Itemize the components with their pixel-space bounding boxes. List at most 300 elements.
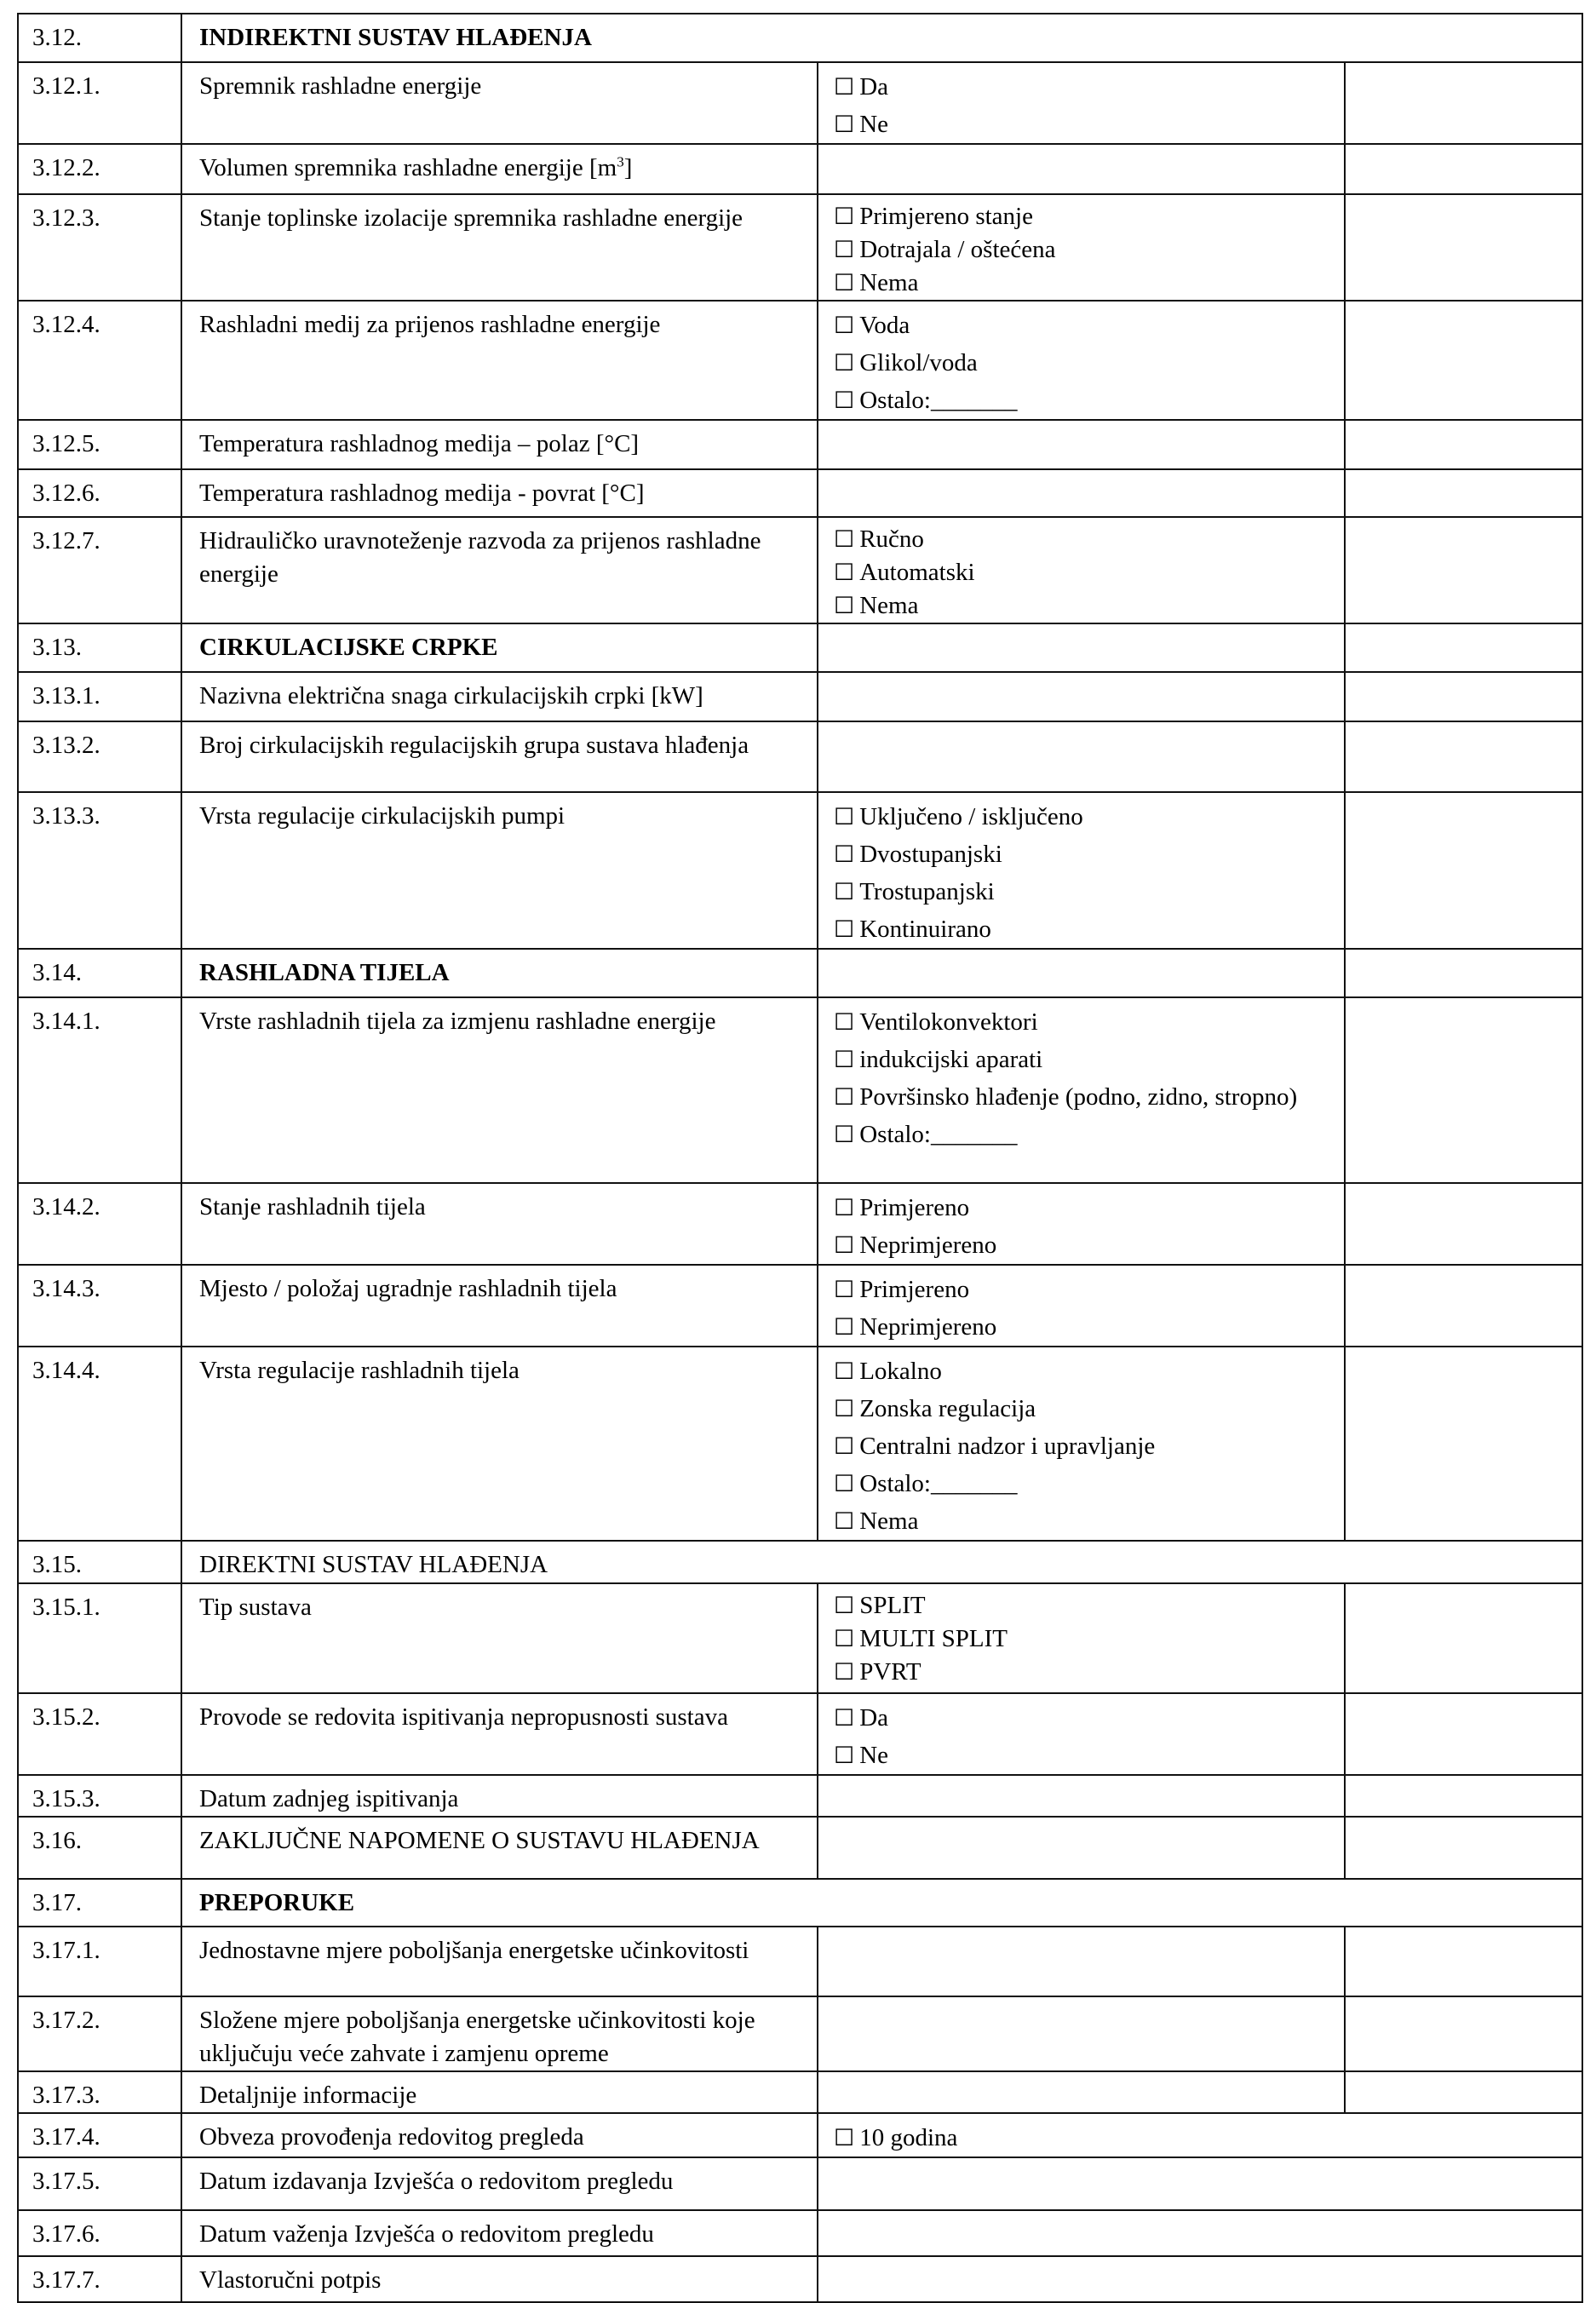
- option-label: Voda: [859, 312, 910, 339]
- notes-cell[interactable]: [1345, 62, 1582, 144]
- value-cell[interactable]: [818, 420, 1345, 469]
- section-heading: [181, 1541, 1582, 1583]
- form-row: [18, 469, 1582, 517]
- option-label: SPLIT: [859, 1592, 926, 1619]
- row-number: [18, 469, 181, 517]
- field-label: [181, 1996, 818, 2071]
- section-heading: [181, 949, 818, 997]
- option-label: Primjereno stanje: [859, 203, 1033, 230]
- row-number-text: 3.17.4.: [32, 2123, 100, 2151]
- label-text: INDIREKTNI SUSTAV HLAĐENJA: [199, 24, 592, 51]
- form-row: [18, 2071, 1582, 2113]
- checkbox-option[interactable]: [834, 1502, 1344, 1540]
- checkbox-icon[interactable]: ☐: [834, 1433, 855, 1459]
- checkbox-option[interactable]: [834, 556, 1344, 589]
- form-row: [18, 2157, 1582, 2210]
- notes-cell[interactable]: [1345, 721, 1582, 792]
- checkbox-option[interactable]: [834, 1189, 1344, 1226]
- row-number-text: 3.12.5.: [32, 430, 100, 457]
- value-cell[interactable]: [818, 1927, 1345, 1996]
- label-text: Temperatura rashladnog medija – polaz [°C]: [199, 430, 640, 457]
- value-cell[interactable]: [818, 1265, 1345, 1347]
- label-text: Stanje toplinske izolacije spremnika rashladne energije: [199, 204, 743, 232]
- option-label: MULTI SPLIT: [859, 1625, 1008, 1652]
- row-number: [18, 1541, 181, 1583]
- row-number: [18, 672, 181, 721]
- form-row: [18, 14, 1582, 62]
- row-number: [18, 301, 181, 420]
- row-number-text: 3.12.4.: [32, 311, 100, 338]
- row-number-text: 3.14.2.: [32, 1193, 100, 1220]
- row-number: [18, 62, 181, 144]
- notes-cell[interactable]: [1345, 1583, 1582, 1693]
- form-row: [18, 672, 1582, 721]
- row-number-text: 3.13.2.: [32, 732, 100, 759]
- checkbox-option[interactable]: [834, 1078, 1344, 1116]
- option-label: Lokalno: [859, 1358, 942, 1385]
- label-text: Datum zadnjeg ispitivanja: [199, 1785, 459, 1812]
- form-row: [18, 1879, 1582, 1927]
- checkbox-option[interactable]: [834, 382, 1344, 419]
- row-number: [18, 144, 181, 194]
- checkbox-icon[interactable]: ☐: [834, 1659, 855, 1685]
- label-text: Vrsta regulacije cirkulacijskih pumpi: [199, 802, 565, 830]
- field-label: [181, 1183, 818, 1265]
- option-label: Ostalo:_______: [859, 1121, 1018, 1148]
- row-number: [18, 517, 181, 623]
- option-label: Uključeno / isključeno: [859, 803, 1083, 830]
- form-row: [18, 1817, 1582, 1879]
- checkbox-option[interactable]: [834, 1622, 1344, 1656]
- row-number: [18, 2256, 181, 2302]
- option-label: Primjereno: [859, 1276, 970, 1303]
- checkbox-option[interactable]: [834, 836, 1344, 873]
- row-number: [18, 1183, 181, 1265]
- value-cell[interactable]: [818, 1693, 1345, 1775]
- field-label: [181, 194, 818, 301]
- value-cell[interactable]: [818, 517, 1345, 623]
- form-row: [18, 301, 1582, 420]
- label-text: Broj cirkulacijskih regulacijskih grupa sustava hlađenja: [199, 732, 749, 759]
- option-label: Ne: [859, 1742, 889, 1769]
- checkbox-option[interactable]: [834, 1737, 1344, 1774]
- form-row: [18, 1927, 1582, 1996]
- value-cell[interactable]: [818, 792, 1345, 949]
- field-label: [181, 62, 818, 144]
- row-number: [18, 420, 181, 469]
- value-cell[interactable]: [818, 2210, 1582, 2256]
- form-row: [18, 420, 1582, 469]
- value-cell[interactable]: [818, 62, 1345, 144]
- row-number-text: 3.15.: [32, 1551, 82, 1578]
- option-label: Glikol/voda: [859, 349, 978, 376]
- form-row: [18, 194, 1582, 301]
- row-number: [18, 1927, 181, 1996]
- row-number: [18, 1817, 181, 1879]
- field-label: [181, 420, 818, 469]
- option-label: Nema: [859, 592, 919, 619]
- option-label: Neprimjereno: [859, 1313, 997, 1341]
- checkbox-icon[interactable]: ☐: [834, 350, 855, 376]
- checkbox-option[interactable]: [834, 1465, 1344, 1502]
- label-text: Spremnik rashladne energije: [199, 72, 482, 100]
- checkbox-icon[interactable]: ☐: [834, 560, 855, 585]
- row-number: [18, 194, 181, 301]
- value-cell[interactable]: [818, 672, 1345, 721]
- row-number: [18, 721, 181, 792]
- checkbox-option[interactable]: [834, 344, 1344, 382]
- checkbox-icon[interactable]: ☐: [834, 1232, 855, 1258]
- checkbox-icon[interactable]: ☐: [834, 1358, 855, 1384]
- value-cell[interactable]: [818, 1775, 1345, 1817]
- field-label: [181, 517, 818, 623]
- label-text: Vlastoručni potpis: [199, 2266, 382, 2294]
- notes-cell[interactable]: [1345, 1347, 1582, 1541]
- checkbox-icon[interactable]: ☐: [834, 1593, 855, 1618]
- checkbox-option[interactable]: [834, 267, 1344, 300]
- notes-cell[interactable]: [1345, 672, 1582, 721]
- value-cell[interactable]: [818, 469, 1345, 517]
- form-row: [18, 1347, 1582, 1541]
- checkbox-option[interactable]: [834, 910, 1344, 948]
- label-text: CIRKULACIJSKE CRPKE: [199, 634, 498, 661]
- option-label: Da: [859, 1704, 889, 1732]
- row-number-text: 3.15.1.: [32, 1594, 100, 1621]
- form-row: [18, 1541, 1582, 1583]
- option-label: Dvostupanjski: [859, 841, 1002, 868]
- notes-cell[interactable]: [1345, 792, 1582, 949]
- checkbox-icon[interactable]: ☐: [834, 1195, 855, 1220]
- label-text: Obveza provođenja redovitog pregleda: [199, 2123, 584, 2151]
- row-number: [18, 1996, 181, 2071]
- row-number: [18, 2157, 181, 2210]
- field-label: [181, 1817, 818, 1879]
- row-number-text: 3.13.: [32, 634, 82, 661]
- form-row: [18, 623, 1582, 672]
- field-label: [181, 792, 818, 949]
- checkbox-icon[interactable]: ☐: [834, 1277, 855, 1302]
- field-label: [181, 1347, 818, 1541]
- checkbox-option[interactable]: [834, 1271, 1344, 1308]
- cooling-system-form-table: [17, 13, 1583, 2303]
- notes-cell[interactable]: [1345, 420, 1582, 469]
- checkbox-option[interactable]: [834, 1589, 1344, 1622]
- notes-cell[interactable]: [1345, 997, 1582, 1183]
- notes-cell[interactable]: [1345, 1996, 1582, 2071]
- checkbox-option[interactable]: [834, 1427, 1344, 1465]
- form-row: [18, 1996, 1582, 2071]
- checkbox-icon[interactable]: ☐: [834, 74, 855, 100]
- checkbox-option[interactable]: [834, 1003, 1344, 1041]
- option-label: Ventilokonvektori: [859, 1008, 1038, 1036]
- notes-cell[interactable]: [1345, 194, 1582, 301]
- label-text: Hidrauličko uravnoteženje razvoda za prijenos rashladne energije: [199, 527, 761, 588]
- checkbox-option[interactable]: [834, 798, 1344, 836]
- checkbox-icon[interactable]: ☐: [834, 526, 855, 552]
- form-row: [18, 517, 1582, 623]
- row-number: [18, 1879, 181, 1927]
- row-number-text: 3.12.3.: [32, 204, 100, 232]
- option-label: PVRT: [859, 1658, 921, 1686]
- checkbox-option[interactable]: [834, 1116, 1344, 1153]
- checkbox-icon[interactable]: ☐: [834, 313, 855, 338]
- checkbox-option[interactable]: [834, 1353, 1344, 1390]
- option-label: Ručno: [859, 525, 924, 553]
- form-row: [18, 144, 1582, 194]
- checkbox-option[interactable]: [834, 873, 1344, 910]
- option-label: Ostalo:_______: [859, 1470, 1018, 1497]
- checkbox-option[interactable]: [834, 200, 1344, 233]
- checkbox-icon[interactable]: ☐: [834, 593, 855, 618]
- value-cell[interactable]: [818, 949, 1345, 997]
- notes-cell[interactable]: [1345, 301, 1582, 420]
- row-number: [18, 1583, 181, 1693]
- option-label: Zonska regulacija: [859, 1395, 1036, 1422]
- value-cell[interactable]: [818, 2157, 1582, 2210]
- checkbox-icon[interactable]: ☐: [834, 2125, 855, 2151]
- checkbox-option[interactable]: [834, 307, 1344, 344]
- section-heading: [181, 623, 818, 672]
- row-number-text: 3.17.3.: [32, 2082, 100, 2109]
- row-number-text: 3.14.1.: [32, 1008, 100, 1035]
- row-number: [18, 14, 181, 62]
- notes-cell[interactable]: [1345, 1775, 1582, 1817]
- value-cell[interactable]: [818, 1996, 1345, 2071]
- form-row: [18, 62, 1582, 144]
- field-label: [181, 1775, 818, 1817]
- row-number-text: 3.17.1.: [32, 1937, 100, 1964]
- field-label: [181, 2157, 818, 2210]
- label-text: Volumen spremnika rashladne energije [m: [199, 154, 617, 181]
- label-text: PREPORUKE: [199, 1889, 355, 1916]
- value-cell[interactable]: [818, 194, 1345, 301]
- row-number: [18, 949, 181, 997]
- label-text: ZAKLJUČNE NAPOMENE O SUSTAVU HLAĐENJA: [199, 1827, 760, 1854]
- row-number-text: 3.12.: [32, 24, 82, 51]
- checkbox-icon[interactable]: ☐: [834, 1471, 855, 1496]
- form-row: [18, 997, 1582, 1183]
- field-label: [181, 1693, 818, 1775]
- label-end: ]: [623, 154, 633, 181]
- option-label: 10 godina: [859, 2124, 958, 2151]
- row-number-text: 3.17.7.: [32, 2266, 100, 2294]
- option-label: Da: [859, 73, 889, 101]
- checkbox-option[interactable]: [834, 589, 1344, 623]
- label-text: Provode se redovita ispitivanja nepropusnosti sustava: [199, 1703, 728, 1731]
- label-text: DIREKTNI SUSTAV HLAĐENJA: [199, 1551, 548, 1578]
- label-text: Nazivna električna snaga cirkulacijskih crpki [kW]: [199, 682, 703, 709]
- option-label: Centralni nadzor i upravljanje: [859, 1433, 1156, 1460]
- section-heading: [181, 1879, 1582, 1927]
- notes-cell[interactable]: [1345, 949, 1582, 997]
- checkbox-option[interactable]: [834, 68, 1344, 106]
- checkbox-option[interactable]: [834, 1656, 1344, 1689]
- label-text: Detaljnije informacije: [199, 2082, 417, 2109]
- notes-cell[interactable]: [1345, 144, 1582, 194]
- notes-cell[interactable]: [1345, 2071, 1582, 2113]
- superscript: 3: [617, 153, 624, 170]
- form-row: [18, 721, 1582, 792]
- row-number-text: 3.17.2.: [32, 2007, 100, 2034]
- value-cell[interactable]: [818, 1583, 1345, 1693]
- option-label: Ne: [859, 111, 889, 138]
- notes-cell[interactable]: [1345, 1817, 1582, 1879]
- option-label: Ostalo:_______: [859, 387, 1018, 414]
- field-label: [181, 1583, 818, 1693]
- option-label: indukcijski aparati: [859, 1046, 1043, 1073]
- notes-cell[interactable]: [1345, 1265, 1582, 1347]
- label-text: Mjesto / položaj ugradnje rashladnih tijela: [199, 1275, 617, 1302]
- checkbox-icon[interactable]: ☐: [834, 804, 855, 830]
- option-label: Dotrajala / oštećena: [859, 236, 1056, 263]
- value-cell[interactable]: [818, 721, 1345, 792]
- row-number-text: 3.12.2.: [32, 154, 100, 181]
- row-number: [18, 2113, 181, 2157]
- row-number-text: 3.14.: [32, 959, 82, 986]
- row-number-text: 3.12.1.: [32, 72, 100, 100]
- form-row: [18, 1583, 1582, 1693]
- field-label: [181, 301, 818, 420]
- row-number-text: 3.17.5.: [32, 2168, 100, 2195]
- checkbox-icon[interactable]: ☐: [834, 112, 855, 137]
- section-heading: [181, 14, 1582, 62]
- checkbox-option[interactable]: [834, 1308, 1344, 1346]
- field-label: [181, 721, 818, 792]
- row-number-text: 3.13.1.: [32, 682, 100, 709]
- checkbox-icon[interactable]: ☐: [834, 1508, 855, 1534]
- option-label: Površinsko hlađenje (podno, zidno, stropno): [859, 1083, 1298, 1111]
- field-label: [181, 2210, 818, 2256]
- label-text: RASHLADNA TIJELA: [199, 959, 450, 986]
- row-number: [18, 1347, 181, 1541]
- field-label: [181, 469, 818, 517]
- label-text: Složene mjere poboljšanja energetske učinkovitosti koje uključuju veće zahvate i zamjenu opreme: [199, 2007, 755, 2067]
- row-number-text: 3.14.4.: [32, 1357, 100, 1384]
- checkbox-icon[interactable]: ☐: [834, 1122, 855, 1147]
- field-label: [181, 2113, 818, 2157]
- value-cell[interactable]: [818, 2256, 1582, 2302]
- field-label: [181, 1265, 818, 1347]
- checkbox-icon[interactable]: ☐: [834, 1009, 855, 1035]
- notes-cell[interactable]: [1345, 469, 1582, 517]
- row-number-text: 3.15.2.: [32, 1703, 100, 1731]
- checkbox-icon[interactable]: ☐: [834, 879, 855, 905]
- row-number: [18, 997, 181, 1183]
- form-row: [18, 792, 1582, 949]
- field-label: [181, 144, 818, 194]
- notes-cell[interactable]: [1345, 1693, 1582, 1775]
- checkbox-icon[interactable]: ☐: [834, 1084, 855, 1110]
- label-text: Datum izdavanja Izvješća o redovitom pregledu: [199, 2168, 674, 2195]
- row-number: [18, 1693, 181, 1775]
- option-label: Primjereno: [859, 1194, 970, 1221]
- form-row: [18, 2210, 1582, 2256]
- checkbox-icon[interactable]: ☐: [834, 1314, 855, 1340]
- row-number-text: 3.12.7.: [32, 527, 100, 554]
- checkbox-icon[interactable]: ☐: [834, 1626, 855, 1651]
- value-cell[interactable]: [818, 2113, 1582, 2157]
- notes-cell[interactable]: [1345, 1927, 1582, 1996]
- form-row: [18, 1693, 1582, 1775]
- checkbox-option[interactable]: [834, 2119, 1582, 2157]
- label-text: Datum važenja Izvješća o redovitom pregledu: [199, 2220, 654, 2248]
- field-label: [181, 2256, 818, 2302]
- row-number-text: 3.17.6.: [32, 2220, 100, 2248]
- value-cell[interactable]: [818, 301, 1345, 420]
- value-cell[interactable]: [818, 2071, 1345, 2113]
- checkbox-icon[interactable]: ☐: [834, 204, 855, 229]
- checkbox-option[interactable]: [834, 106, 1344, 143]
- row-number-text: 3.15.3.: [32, 1785, 100, 1812]
- label-text: Tip sustava: [199, 1594, 312, 1621]
- form-row: [18, 2113, 1582, 2157]
- checkbox-icon[interactable]: ☐: [834, 388, 855, 413]
- notes-cell[interactable]: [1345, 623, 1582, 672]
- row-number: [18, 2071, 181, 2113]
- label-text: Temperatura rashladnog medija - povrat [°C]: [199, 480, 645, 507]
- checkbox-icon[interactable]: ☐: [834, 841, 855, 867]
- form-row: [18, 1183, 1582, 1265]
- checkbox-option[interactable]: [834, 1699, 1344, 1737]
- option-label: Automatski: [859, 559, 975, 586]
- row-number: [18, 1775, 181, 1817]
- row-number-text: 3.13.3.: [32, 802, 100, 830]
- value-cell[interactable]: [818, 1183, 1345, 1265]
- option-label: Nema: [859, 269, 919, 296]
- row-number: [18, 1265, 181, 1347]
- checkbox-icon[interactable]: ☐: [834, 916, 855, 942]
- checkbox-option[interactable]: [834, 1041, 1344, 1078]
- checkbox-icon[interactable]: ☐: [834, 1705, 855, 1731]
- value-cell[interactable]: [818, 144, 1345, 194]
- label-text: Rashladni medij za prijenos rashladne energije: [199, 311, 661, 338]
- value-cell[interactable]: [818, 623, 1345, 672]
- row-number: [18, 623, 181, 672]
- row-number: [18, 792, 181, 949]
- checkbox-icon[interactable]: ☐: [834, 1047, 855, 1072]
- label-text: Vrsta regulacije rashladnih tijela: [199, 1357, 520, 1384]
- value-cell[interactable]: [818, 1347, 1345, 1541]
- form-row: [18, 949, 1582, 997]
- field-label: [181, 1927, 818, 1996]
- option-label: Trostupanjski: [859, 878, 995, 905]
- label-text: Jednostavne mjere poboljšanja energetske učinkovitosti: [199, 1937, 749, 1964]
- checkbox-icon[interactable]: ☐: [834, 1396, 855, 1421]
- checkbox-icon[interactable]: ☐: [834, 1743, 855, 1768]
- checkbox-icon[interactable]: ☐: [834, 237, 855, 262]
- checkbox-option[interactable]: [834, 1390, 1344, 1427]
- value-cell[interactable]: [818, 1817, 1345, 1879]
- field-label: [181, 2071, 818, 2113]
- field-label: [181, 672, 818, 721]
- option-label: Nema: [859, 1508, 919, 1535]
- value-cell[interactable]: [818, 997, 1345, 1183]
- label-text: Stanje rashladnih tijela: [199, 1193, 426, 1220]
- checkbox-icon[interactable]: ☐: [834, 270, 855, 296]
- notes-cell[interactable]: [1345, 1183, 1582, 1265]
- field-label: [181, 997, 818, 1183]
- checkbox-option[interactable]: [834, 233, 1344, 267]
- row-number: [18, 2210, 181, 2256]
- notes-cell[interactable]: [1345, 517, 1582, 623]
- option-label: Kontinuirano: [859, 916, 991, 943]
- checkbox-option[interactable]: [834, 1226, 1344, 1264]
- checkbox-option[interactable]: [834, 523, 1344, 556]
- form-row: [18, 2256, 1582, 2302]
- row-number-text: 3.16.: [32, 1827, 82, 1854]
- row-number-text: 3.14.3.: [32, 1275, 100, 1302]
- row-number-text: 3.17.: [32, 1889, 82, 1916]
